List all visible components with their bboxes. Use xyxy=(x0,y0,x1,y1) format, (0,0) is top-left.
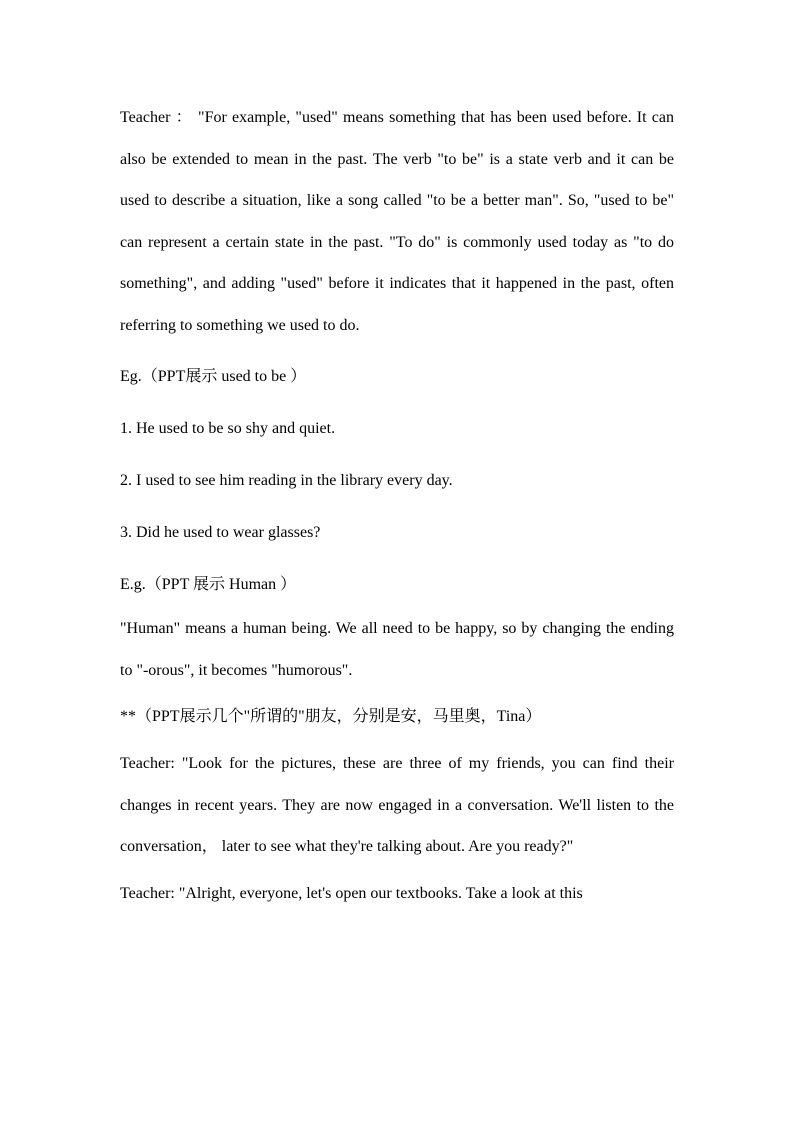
example-heading-human: E.g.（PPT 展示 Human ） xyxy=(120,576,297,593)
teacher-textbook-paragraph: Teacher: "Alright, everyone, let's open our textbooks. Take a look at this xyxy=(120,884,583,902)
teacher-pictures-paragraph: Teacher: "Look for the pictures, these are three of my friends, you can find their changes in recent years. They are now engaged in a conversation. We'll listen to the conversation， later to see what they're talking about. Are you ready?" xyxy=(120,755,674,855)
teacher-explanation-paragraph: Teacher ： "For example, "used" means something that has been used before. It can also be extended to mean in the past. The verb "to be" is a state verb and it can be used to describe a situation, like a song called "to be a better man". So, "used to be" can represent a certain state in the past. "To do" is commonly used today as "to do something", and adding "used" before it indicates that it happened in the past, often referring to something we used to do. xyxy=(120,109,674,334)
human-explanation-paragraph: "Human" means a human being. We all need to be happy, so by changing the ending to "-orous", it becomes "humorous". xyxy=(120,620,674,679)
document-body xyxy=(120,97,674,920)
example-sentence-3: 3. Did he used to wear glasses? xyxy=(120,524,321,541)
example-sentence-2: 2. I used to see him reading in the library every day. xyxy=(120,472,453,489)
example-sentence-1: 1. He used to be so shy and quiet. xyxy=(120,420,336,437)
ppt-friends-note: **（PPT展示几个"所谓的"朋友，分别是安，马里奥，Tina） xyxy=(120,708,542,725)
example-heading-used-to-be: Eg.（PPT展示 used to be ） xyxy=(120,368,307,385)
